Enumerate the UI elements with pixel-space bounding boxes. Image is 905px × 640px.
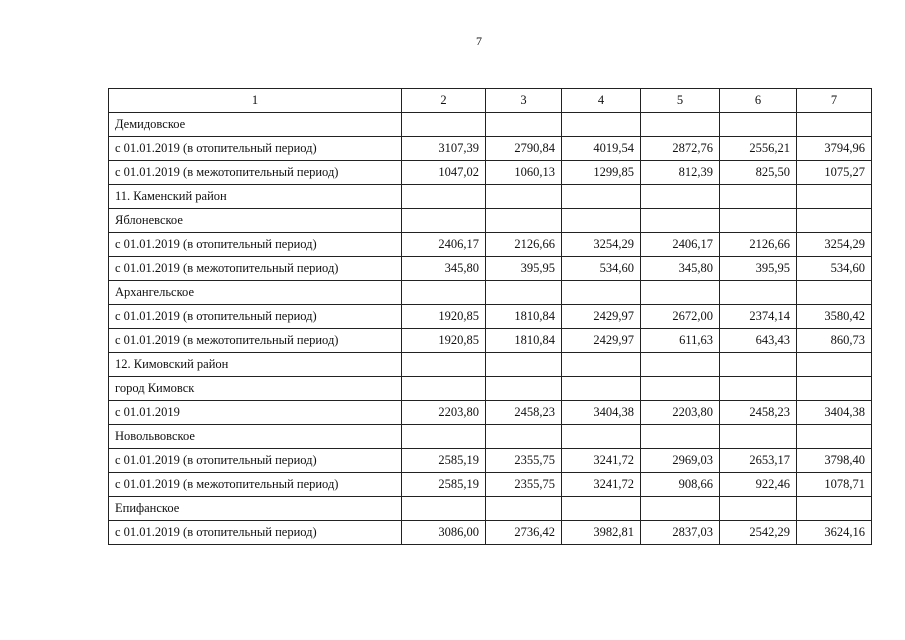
value-cell: 3624,16 bbox=[797, 521, 872, 545]
value-cell: 2837,03 bbox=[641, 521, 720, 545]
value-cell: 3982,81 bbox=[562, 521, 641, 545]
value-cell bbox=[486, 425, 562, 449]
value-cell bbox=[641, 113, 720, 137]
row-label: с 01.01.2019 (в отопительный период) bbox=[109, 449, 402, 473]
row-label: Епифанское bbox=[109, 497, 402, 521]
table-row bbox=[109, 233, 872, 257]
value-cell: 2203,80 bbox=[402, 401, 486, 425]
value-cell bbox=[641, 377, 720, 401]
value-cell: 2969,03 bbox=[641, 449, 720, 473]
value-cell: 345,80 bbox=[402, 257, 486, 281]
header-cell: 1 bbox=[109, 89, 402, 113]
value-cell bbox=[486, 113, 562, 137]
value-cell: 2355,75 bbox=[486, 449, 562, 473]
value-cell: 3580,42 bbox=[797, 305, 872, 329]
value-cell: 2458,23 bbox=[720, 401, 797, 425]
row-label: с 01.01.2019 (в отопительный период) bbox=[109, 521, 402, 545]
row-label: с 01.01.2019 (в межотопительный период) bbox=[109, 473, 402, 497]
value-cell bbox=[797, 185, 872, 209]
row-label: с 01.01.2019 (в отопительный период) bbox=[109, 305, 402, 329]
value-cell bbox=[720, 209, 797, 233]
value-cell bbox=[402, 209, 486, 233]
value-cell bbox=[797, 377, 872, 401]
value-cell: 2736,42 bbox=[486, 521, 562, 545]
tariff-table-body bbox=[109, 89, 872, 545]
value-cell bbox=[720, 425, 797, 449]
row-label: Демидовское bbox=[109, 113, 402, 137]
value-cell bbox=[641, 209, 720, 233]
value-cell: 3404,38 bbox=[562, 401, 641, 425]
value-cell bbox=[402, 113, 486, 137]
value-cell: 3404,38 bbox=[797, 401, 872, 425]
value-cell: 1920,85 bbox=[402, 305, 486, 329]
value-cell: 812,39 bbox=[641, 161, 720, 185]
value-cell bbox=[720, 353, 797, 377]
value-cell bbox=[402, 497, 486, 521]
value-cell: 2790,84 bbox=[486, 137, 562, 161]
value-cell: 643,43 bbox=[720, 329, 797, 353]
header-cell: 2 bbox=[402, 89, 486, 113]
value-cell: 2672,00 bbox=[641, 305, 720, 329]
value-cell: 2556,21 bbox=[720, 137, 797, 161]
value-cell: 534,60 bbox=[562, 257, 641, 281]
value-cell: 2872,76 bbox=[641, 137, 720, 161]
table-row bbox=[109, 161, 872, 185]
value-cell bbox=[562, 425, 641, 449]
value-cell: 345,80 bbox=[641, 257, 720, 281]
value-cell: 1810,84 bbox=[486, 305, 562, 329]
value-cell bbox=[486, 281, 562, 305]
value-cell: 825,50 bbox=[720, 161, 797, 185]
value-cell bbox=[562, 353, 641, 377]
table-row bbox=[109, 473, 872, 497]
row-label: город Кимовск bbox=[109, 377, 402, 401]
value-cell bbox=[641, 425, 720, 449]
table-row bbox=[109, 449, 872, 473]
row-label: с 01.01.2019 (в межотопительный период) bbox=[109, 329, 402, 353]
value-cell: 3254,29 bbox=[797, 233, 872, 257]
value-cell bbox=[797, 353, 872, 377]
header-cell: 5 bbox=[641, 89, 720, 113]
value-cell: 1920,85 bbox=[402, 329, 486, 353]
value-cell bbox=[562, 497, 641, 521]
table-row bbox=[109, 353, 872, 377]
table-row bbox=[109, 137, 872, 161]
value-cell bbox=[720, 185, 797, 209]
value-cell bbox=[797, 209, 872, 233]
value-cell bbox=[402, 425, 486, 449]
value-cell: 3241,72 bbox=[562, 473, 641, 497]
value-cell bbox=[402, 353, 486, 377]
tariff-table bbox=[108, 88, 872, 545]
value-cell bbox=[562, 113, 641, 137]
value-cell: 2653,17 bbox=[720, 449, 797, 473]
value-cell: 908,66 bbox=[641, 473, 720, 497]
row-label: с 01.01.2019 (в межотопительный период) bbox=[109, 257, 402, 281]
value-cell bbox=[720, 113, 797, 137]
value-cell: 2126,66 bbox=[720, 233, 797, 257]
table-row bbox=[109, 401, 872, 425]
value-cell bbox=[641, 353, 720, 377]
value-cell: 2126,66 bbox=[486, 233, 562, 257]
value-cell bbox=[797, 497, 872, 521]
page-number: 7 bbox=[476, 34, 482, 48]
header-cell: 4 bbox=[562, 89, 641, 113]
row-label: с 01.01.2019 (в отопительный период) bbox=[109, 233, 402, 257]
value-cell bbox=[486, 377, 562, 401]
value-cell bbox=[486, 353, 562, 377]
value-cell: 4019,54 bbox=[562, 137, 641, 161]
table-row bbox=[109, 209, 872, 233]
value-cell bbox=[641, 185, 720, 209]
table-row bbox=[109, 521, 872, 545]
value-cell bbox=[562, 185, 641, 209]
value-cell: 534,60 bbox=[797, 257, 872, 281]
value-cell bbox=[797, 281, 872, 305]
value-cell: 395,95 bbox=[720, 257, 797, 281]
value-cell: 1047,02 bbox=[402, 161, 486, 185]
table-row bbox=[109, 185, 872, 209]
value-cell bbox=[641, 497, 720, 521]
value-cell bbox=[720, 377, 797, 401]
value-cell: 2429,97 bbox=[562, 329, 641, 353]
table-row bbox=[109, 281, 872, 305]
value-cell: 1078,71 bbox=[797, 473, 872, 497]
value-cell: 1810,84 bbox=[486, 329, 562, 353]
value-cell bbox=[402, 377, 486, 401]
value-cell: 2406,17 bbox=[641, 233, 720, 257]
table-row bbox=[109, 329, 872, 353]
value-cell: 2585,19 bbox=[402, 473, 486, 497]
row-label: с 01.01.2019 (в отопительный период) bbox=[109, 137, 402, 161]
table-row bbox=[109, 257, 872, 281]
row-label: Новольвовское bbox=[109, 425, 402, 449]
value-cell bbox=[562, 281, 641, 305]
header-cell: 7 bbox=[797, 89, 872, 113]
value-cell bbox=[797, 425, 872, 449]
value-cell: 395,95 bbox=[486, 257, 562, 281]
value-cell: 2429,97 bbox=[562, 305, 641, 329]
table-row bbox=[109, 305, 872, 329]
value-cell bbox=[720, 497, 797, 521]
value-cell: 2542,29 bbox=[720, 521, 797, 545]
row-label: Яблоневское bbox=[109, 209, 402, 233]
value-cell: 3086,00 bbox=[402, 521, 486, 545]
value-cell bbox=[486, 185, 562, 209]
value-cell: 3794,96 bbox=[797, 137, 872, 161]
value-cell bbox=[562, 377, 641, 401]
value-cell: 3241,72 bbox=[562, 449, 641, 473]
header-row bbox=[109, 89, 872, 113]
row-label: 11. Каменский район bbox=[109, 185, 402, 209]
row-label: 12. Кимовский район bbox=[109, 353, 402, 377]
value-cell bbox=[562, 209, 641, 233]
value-cell: 2203,80 bbox=[641, 401, 720, 425]
table-row bbox=[109, 377, 872, 401]
header-cell: 6 bbox=[720, 89, 797, 113]
value-cell: 3254,29 bbox=[562, 233, 641, 257]
value-cell bbox=[641, 281, 720, 305]
value-cell: 2585,19 bbox=[402, 449, 486, 473]
value-cell: 3107,39 bbox=[402, 137, 486, 161]
value-cell: 2374,14 bbox=[720, 305, 797, 329]
value-cell bbox=[402, 185, 486, 209]
value-cell: 1060,13 bbox=[486, 161, 562, 185]
row-label: с 01.01.2019 (в межотопительный период) bbox=[109, 161, 402, 185]
header-cell: 3 bbox=[486, 89, 562, 113]
table-row bbox=[109, 497, 872, 521]
value-cell bbox=[797, 113, 872, 137]
value-cell: 2458,23 bbox=[486, 401, 562, 425]
value-cell: 2355,75 bbox=[486, 473, 562, 497]
value-cell bbox=[720, 281, 797, 305]
value-cell bbox=[486, 497, 562, 521]
row-label: Архангельское bbox=[109, 281, 402, 305]
table-row bbox=[109, 425, 872, 449]
value-cell bbox=[402, 281, 486, 305]
value-cell: 860,73 bbox=[797, 329, 872, 353]
value-cell: 922,46 bbox=[720, 473, 797, 497]
value-cell: 2406,17 bbox=[402, 233, 486, 257]
table-row bbox=[109, 113, 872, 137]
row-label: с 01.01.2019 bbox=[109, 401, 402, 425]
value-cell: 611,63 bbox=[641, 329, 720, 353]
value-cell bbox=[486, 209, 562, 233]
value-cell: 1299,85 bbox=[562, 161, 641, 185]
value-cell: 3798,40 bbox=[797, 449, 872, 473]
value-cell: 1075,27 bbox=[797, 161, 872, 185]
